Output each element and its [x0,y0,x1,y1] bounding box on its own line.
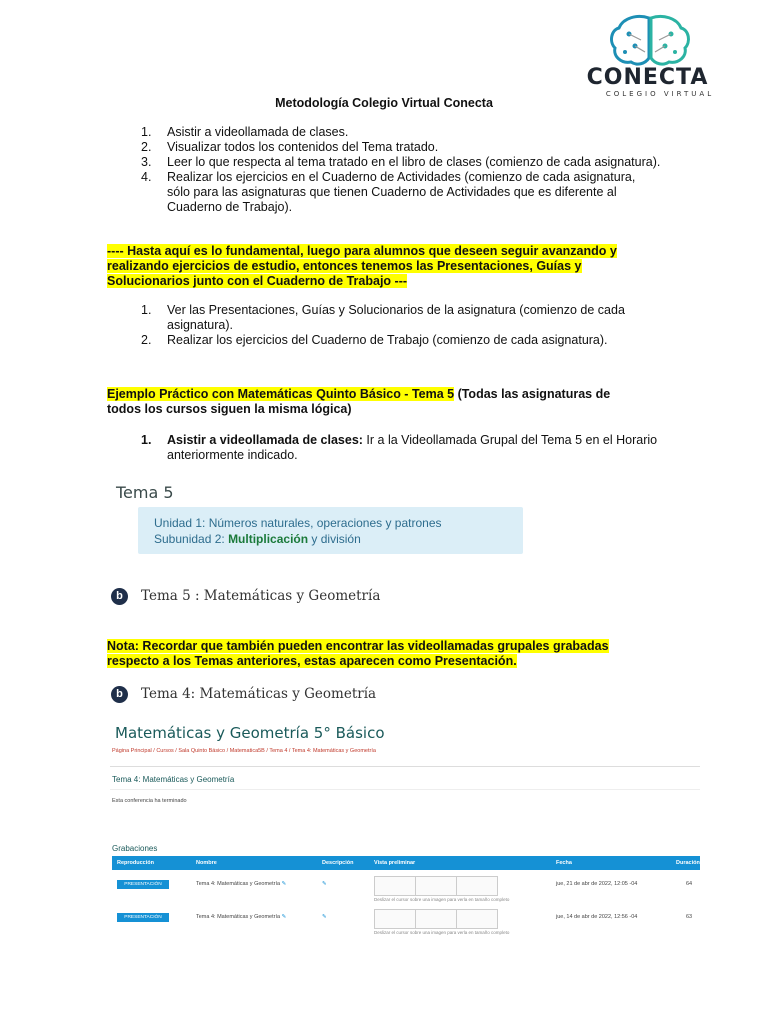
presentation-button[interactable]: PRESENTACIÓN [117,880,169,889]
preview-thumbnail[interactable] [456,909,498,929]
subunidad-label: Subunidad 2: Multiplicación y división [154,532,361,546]
table-row: PRESENTACIÓN Tema 4: Matemáticas y Geometría ✎ ✎ Deslizar el cursor sobre una imagen para verla en tamaño completo jue, 14 de abr de 2022, 12:56 -04 63 [112,908,700,944]
divider [110,766,700,767]
recording-date: jue, 21 de abr de 2022, 12:05 -04 [556,881,638,887]
recordings-note: Nota: Recordar que también pueden encontrar las videollamadas grupales grabadas respecto a los Temas anteriores, estas aparecen como Presentación. [107,639,609,668]
list-item: 2. Visualizar todos los contenidos del Tema tratado. [141,140,439,154]
extra-steps [141,303,661,348]
course-title: Matemáticas y Geometría 5° Básico [115,724,385,742]
logo-tagline: COLEGIO VIRTUAL [605,90,715,98]
blackboard-icon: b [111,588,128,605]
list-item: 2. Realizar los ejercicios del Cuaderno de Trabajo (comienzo de cada asignatura). [141,333,608,347]
edit-icon[interactable]: ✎ [281,914,287,920]
conecta-logo [565,12,735,98]
list-item: 1. Asistir a videollamada de clases: Ir a la Videollamada Grupal del Tema 5 en el Horario anteriormente indicado. [141,433,658,462]
recording-duration: 63 [686,914,693,920]
embedded-course-screenshot [110,722,700,952]
edit-icon[interactable]: ✎ [322,881,327,887]
divider [110,789,700,790]
breadcrumb[interactable]: Página Principal / Cursos / Sala Quinto Básico / Matematica5B / Tema 4 / Tema 4: Matemáticas y Geometría [112,748,376,754]
preview-thumbnail[interactable] [374,876,416,896]
bb-collaborate-link-tema5[interactable]: b Tema 5 : Matemáticas y Geometría [111,586,380,606]
brain-icon [605,12,695,68]
example-step [141,433,661,463]
bb-collaborate-link-tema4[interactable]: b Tema 4: Matemáticas y Geometría [111,684,376,704]
recording-name: Tema 4: Matemáticas y Geometría ✎ [196,881,287,887]
conference-status: Esta conferencia ha terminado [112,798,187,804]
blackboard-icon: b [111,686,128,703]
recording-duration: 64 [686,881,693,887]
unit-info-box [138,507,523,554]
methodology-steps [141,125,661,215]
unidad-label: Unidad 1: Números naturales, operaciones y patrones [154,516,442,530]
presentation-button[interactable]: PRESENTACIÓN [117,913,169,922]
example-heading: Ejemplo Práctico con Matemáticas Quinto Básico - Tema 5 (Todas las asignaturas de todos los cursos siguen la misma lógica) [107,387,611,416]
list-item: 4. Realizar los ejercicios en el Cuaderno de Actividades (comienzo de cada asignatura, sólo para las asignaturas que tienen Cuaderno de Actividades que es diferente al Cuaderno de Trabajo). [141,170,636,214]
recordings-label: Grabaciones [112,844,158,853]
recording-date: jue, 14 de abr de 2022, 12:56 -04 [556,914,638,920]
activity-title: Tema 4: Matemáticas y Geometría [112,775,235,784]
tema5-heading: Tema 5 [116,483,174,502]
preview-thumbnail[interactable] [456,876,498,896]
recordings-table-header: Reproducción Nombre Descripción Vista preliminar Fecha Duración [112,856,700,870]
table-row: PRESENTACIÓN Tema 4: Matemáticas y Geometría ✎ ✎ Deslizar el cursor sobre una imagen para verla en tamaño completo jue, 21 de abr de 2022, 12:05 -04 64 [112,875,700,911]
logo-wordmark: CONECTA [586,65,709,90]
preview-thumbnail[interactable] [374,909,416,929]
preview-thumbnail[interactable] [415,876,457,896]
document-title: Metodología Colegio Virtual Conecta [275,96,493,110]
recording-name: Tema 4: Matemáticas y Geometría ✎ [196,914,287,920]
list-item: 1. Ver las Presentaciones, Guías y Solucionarios de la asignatura (comienzo de cada asignatura). [141,303,625,332]
list-item: 3. Leer lo que respecta al tema tratado en el libro de clases (comienzo de cada asignatura). [141,155,661,169]
preview-thumbnail[interactable] [415,909,457,929]
fundamental-note: ---- Hasta aquí es lo fundamental, luego para alumnos que deseen seguir avanzando y realizando ejercicios de estudio, entonces tenemos las Presentaciones, Guías y Solucionarios junto con el Cuaderno de Trabajo --- [107,244,617,288]
list-item: 1. Asistir a videollamada de clases. [141,125,349,139]
edit-icon[interactable]: ✎ [322,914,327,920]
edit-icon[interactable]: ✎ [281,881,287,887]
